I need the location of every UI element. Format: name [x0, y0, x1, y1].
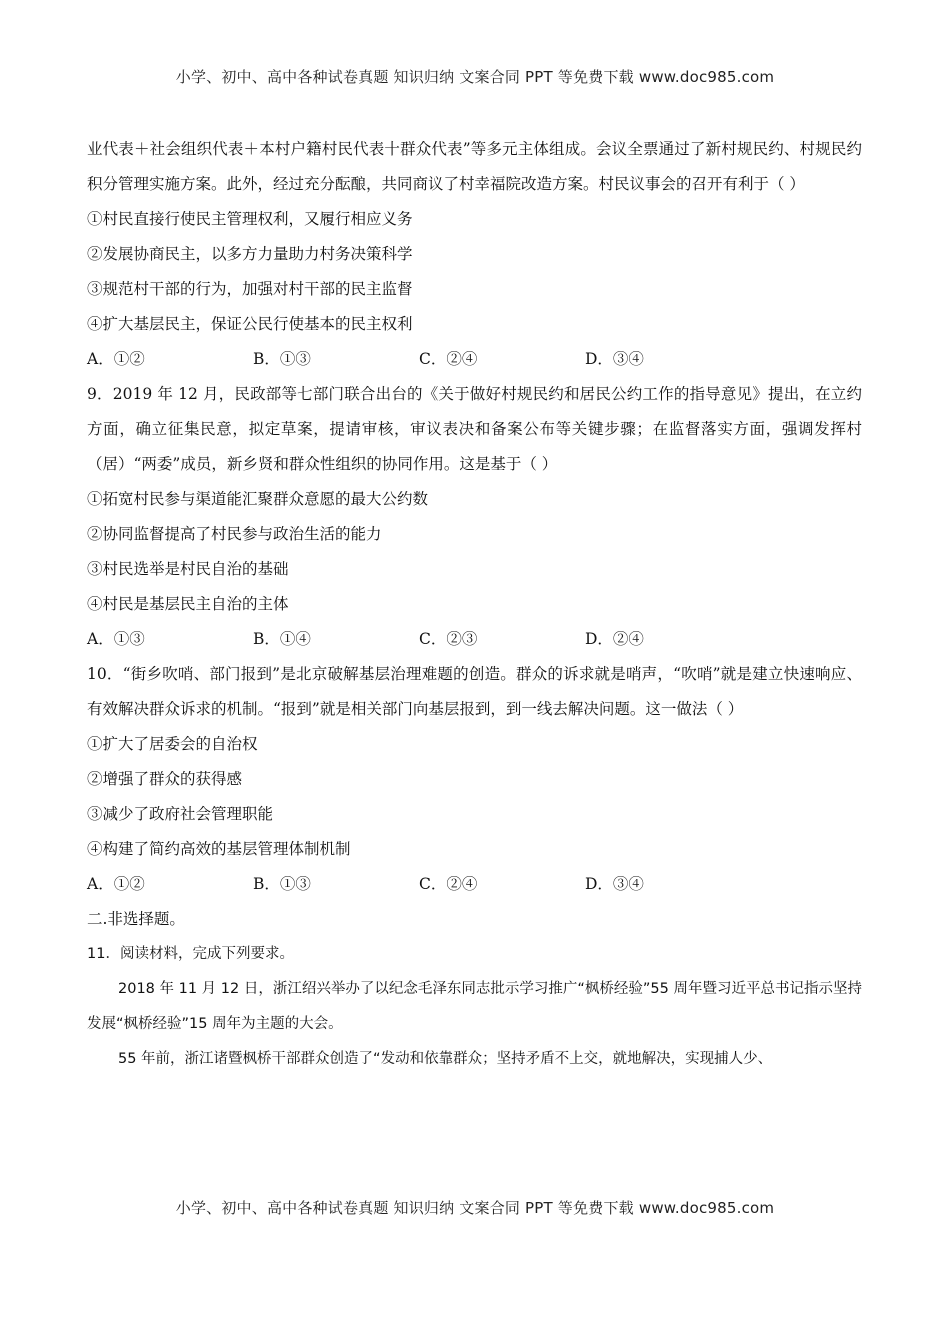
q8-option-d[interactable]: D．③④ [585, 350, 644, 368]
q9-options [87, 622, 862, 657]
q11-paragraph-2: 55 年前，浙江诸暨枫桥干部群众创造了“发动和依靠群众；坚持矛盾不上交，就地解决，实现捕人少、 [118, 1051, 773, 1067]
q10-option-b[interactable]: B．①③ [253, 875, 311, 893]
q9-item-4: ④村民是基层民主自治的主体 [87, 595, 289, 613]
q10-item-3: ③减少了政府社会管理职能 [87, 805, 274, 823]
page-footer: 小学、初中、高中各种试卷真题 知识归纳 文案合同 PPT 等免费下载 www.doc985.com [175, 1199, 775, 1217]
q11-stem: 11．阅读材料，完成下列要求。 [87, 946, 294, 962]
q8-option-b[interactable]: B．①③ [253, 350, 311, 368]
q9-option-a[interactable]: A．①③ [87, 630, 145, 648]
q10-option-d[interactable]: D．③④ [585, 875, 644, 893]
q8-options [87, 342, 862, 377]
q8-option-a[interactable]: A．①② [87, 350, 145, 368]
q10-item-2: ②增强了群众的获得感 [87, 770, 243, 788]
q10-options [87, 867, 862, 902]
q9-item-1: ①拓宽村民参与渠道能汇聚群众意愿的最大公约数 [87, 490, 429, 508]
q8-item-1: ①村民直接行使民主管理权利，又履行相应义务 [87, 210, 413, 228]
document-body [87, 132, 862, 1077]
q8-item-2: ②发展协商民主，以多方力量助力村务决策科学 [87, 245, 413, 263]
q9-stem: 9．2019 年 12 月，民政部等七部门联合出台的《关于做好村规民约和居民公约工作的指导意见》提出，在立约方面，确立征集民意，拟定草案，提请审核，审议表决和备案公布等关键步骤；在监督落实方面，强调发挥村（居）“两委”成员，新乡贤和群众性组织的协同作用。这是基于（ ） [87, 385, 862, 473]
q8-stem: 业代表＋社会组织代表＋本村户籍村民代表十群众代表”等多元主体组成。会议全票通过了新村规民约、村规民约积分管理实施方案。此外，经过充分酝酿，共同商议了村幸福院改造方案。村民议事会的召开有利于（ ） [87, 140, 862, 193]
q8-item-4: ④扩大基层民主，保证公民行使基本的民主权利 [87, 315, 413, 333]
q10-stem: 10．“街乡吹哨、部门报到”是北京破解基层治理难题的创造。群众的诉求就是哨声，“吹哨”就是建立快速响应、有效解决群众诉求的机制。“报到”就是相关部门向基层报到，到一线去解决问题。这一做法（ ） [87, 665, 862, 718]
q9-item-2: ②协同监督提高了村民参与政治生活的能力 [87, 525, 382, 543]
q8-item-3: ③规范村干部的行为，加强对村干部的民主监督 [87, 280, 413, 298]
page-header: 小学、初中、高中各种试卷真题 知识归纳 文案合同 PPT 等免费下载 www.doc985.com [175, 68, 775, 86]
q10-item-1: ①扩大了居委会的自治权 [87, 735, 258, 753]
q10-option-a[interactable]: A．①② [87, 875, 145, 893]
q11-paragraph-1: 2018 年 11 月 12 日，浙江绍兴举办了以纪念毛泽东同志批示学习推广“枫桥经验”55 周年暨习近平总书记指示坚持发展“枫桥经验”15 周年为主题的大会。 [87, 981, 862, 1032]
q10-option-c[interactable]: C．②④ [419, 875, 478, 893]
q9-item-3: ③村民选举是村民自治的基础 [87, 560, 289, 578]
q9-option-c[interactable]: C．②③ [419, 630, 478, 648]
q9-option-b[interactable]: B．①④ [253, 630, 311, 648]
q9-option-d[interactable]: D．②④ [585, 630, 644, 648]
q8-option-c[interactable]: C．②④ [419, 350, 478, 368]
q10-item-4: ④构建了简约高效的基层管理体制机制 [87, 840, 351, 858]
section-title: 二.非选择题。 [87, 910, 185, 928]
